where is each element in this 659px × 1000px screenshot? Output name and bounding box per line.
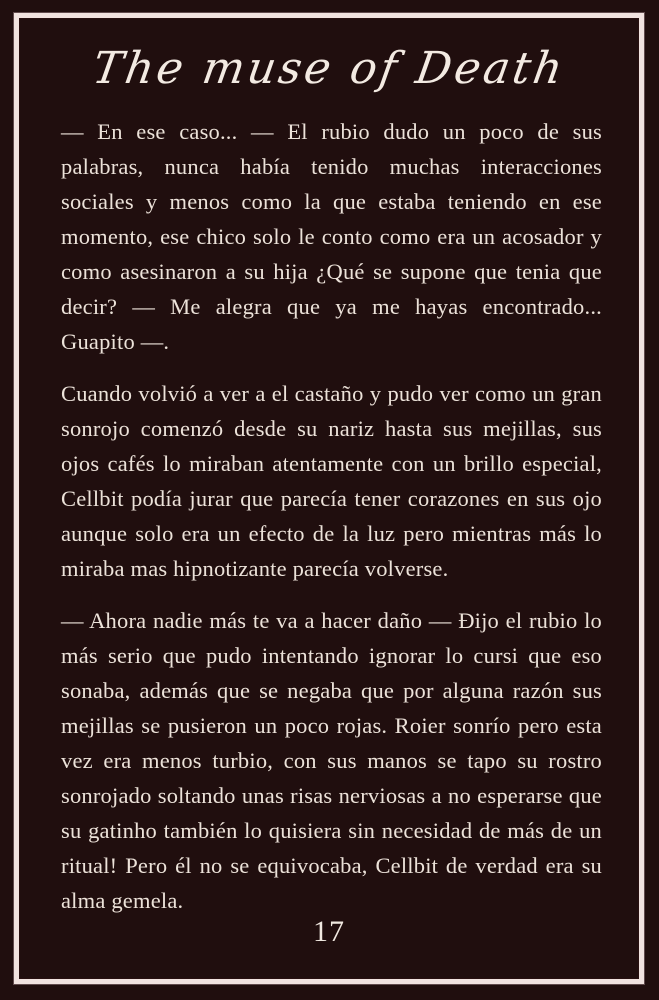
page-frame-border xyxy=(14,13,644,984)
page-number: 17 xyxy=(313,915,345,948)
page-title: The muse of Death xyxy=(89,43,569,94)
story-paragraph-3: — Ahora nadie más te va a hacer daño — Ðijo el rubio lo más serio que pudo intentando ignorar lo cursi que eso sonaba, además que se negaba que por alguna razón sus mejillas se pusieron un poco rojas. Roier sonrío pero esta vez era menos turbio, con sus manos se tapo su rostro sonrojado soltando unas risas nerviosas a no esperarse que su gatinho también lo quisiera sin necesidad de más de un ritual! Pero él no se equivocaba, Cellbit de verdad era su alma gemela. xyxy=(61,608,602,913)
story-paragraph-1: — En ese caso... — El rubio dudo un poco de sus palabras, nunca había tenido muchas interacciones sociales y menos como la que estaba teniendo en ese momento, ese chico solo le conto como era un acosador y como asesinaron a su hija ¿Qué se supone que tenia que decir? — Me alegra que ya me hayas encontrado... Guapito —. xyxy=(61,119,602,354)
story-text xyxy=(19,114,639,918)
story-paragraph-2: Cuando volvió a ver a el castaño y pudo ver como un gran sonrojo comenzó desde su nariz hasta sus mejillas, sus ojos cafés lo miraban atentamente con un brillo especial, Cellbit podía jurar que parecía tener corazones en sus ojo aunque solo era un efecto de la luz pero mientras más lo miraba mas hipnotizante parecía volverse. xyxy=(61,381,602,581)
